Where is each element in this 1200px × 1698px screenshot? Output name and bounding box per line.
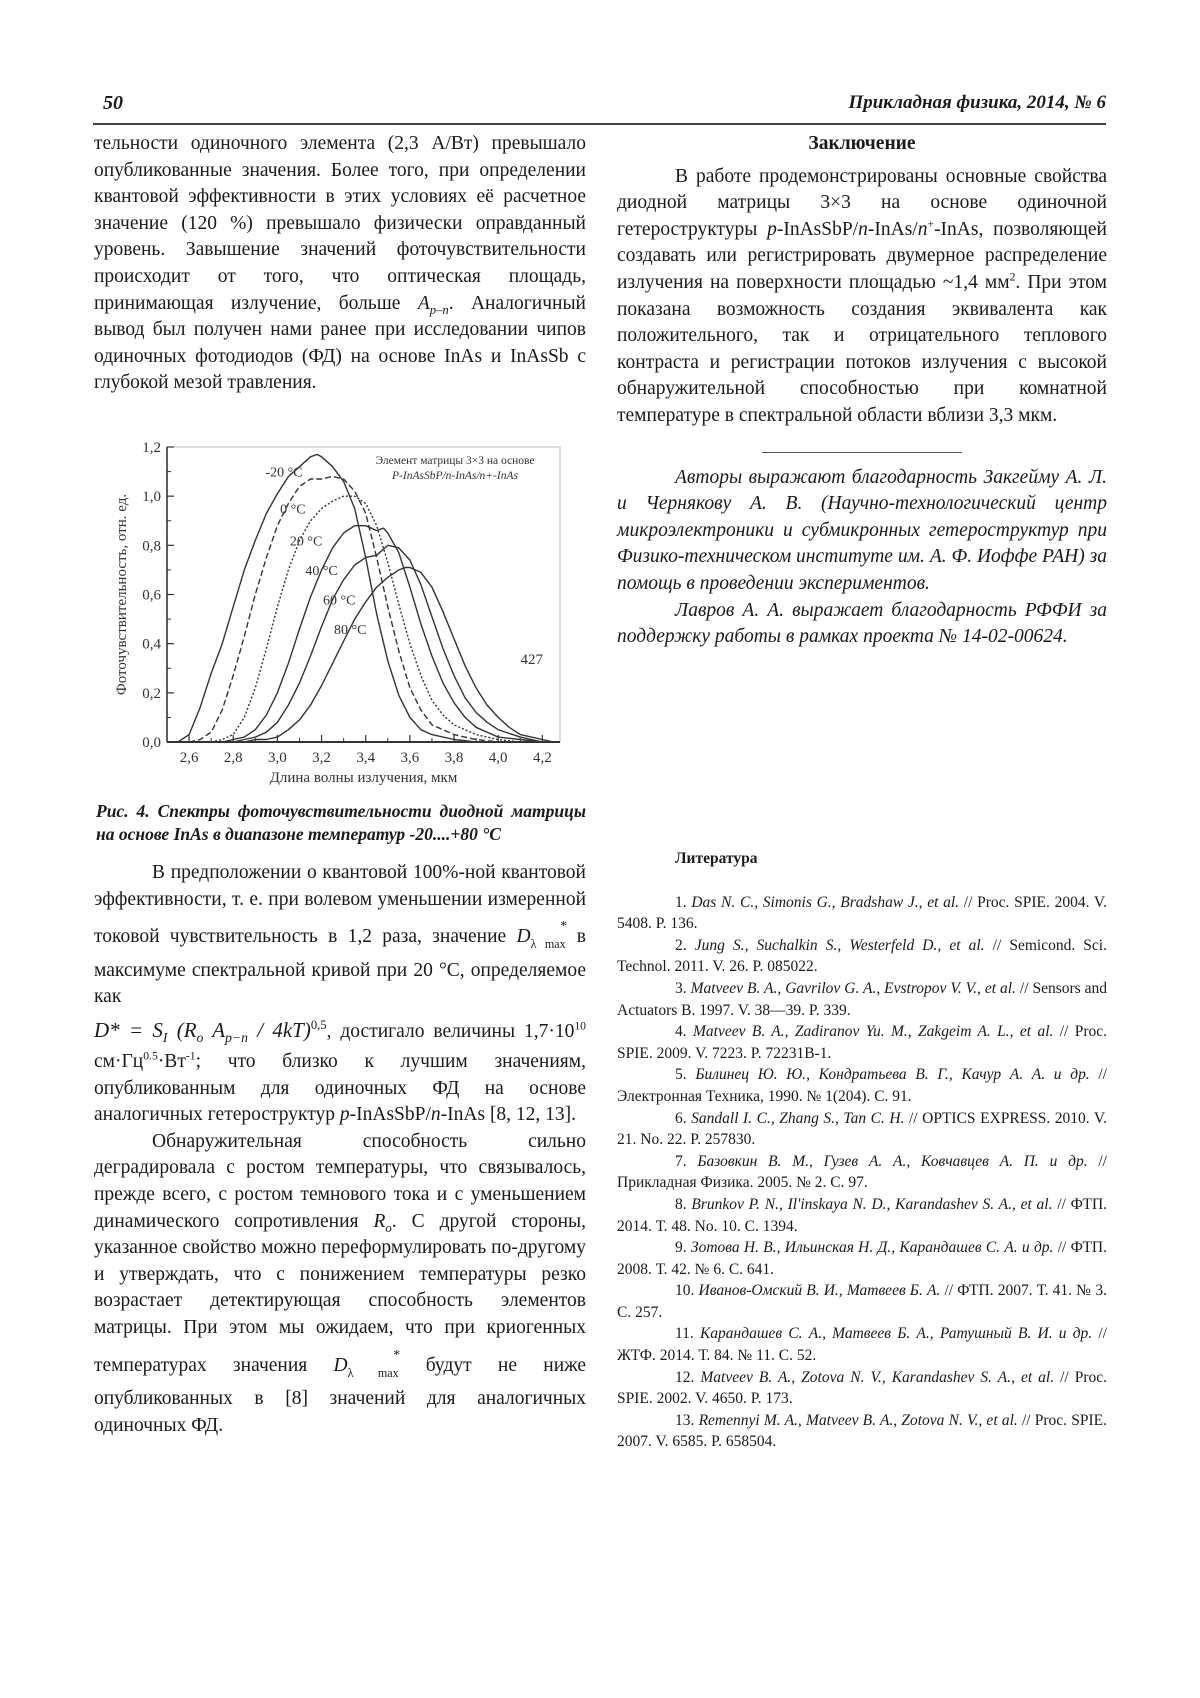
c-text-c: . При этом показана возможность создания эквивалента как положительного, так и отрицательного теплового контраста и регистрации потоков излучения с высокой обнаружительной способностью при комнатной температуре в спектральной области вблизи 3,3 мкм. (617, 271, 1107, 426)
reference-authors: Matveev B. A., Zotova N. V., Karandashev S. A., et al. (700, 1368, 1055, 1386)
c-n2: n (917, 218, 928, 240)
series-label: 60 °C (322, 593, 356, 609)
reference-number: 11. (675, 1325, 694, 1343)
separator-rule (762, 452, 962, 453)
reference-item (617, 1194, 1107, 1237)
reference-source: // Proc. SPIE. 2002. V. 4650. P. 173. (617, 1368, 1107, 1408)
right-column (617, 131, 1107, 651)
d-star-lambda-max-2 (333, 1346, 400, 1380)
p2-text-d: см·Гц (94, 1050, 144, 1072)
reference-source: // Электронная Техника, 1990. № 1(204). С. 91. (617, 1066, 1107, 1105)
x-tick-label: 3,2 (312, 750, 331, 766)
p-type: p (339, 1104, 350, 1126)
y-tick-label: 1,2 (142, 440, 161, 456)
reference-item (617, 1021, 1107, 1064)
reference-number: 4. (675, 1023, 687, 1041)
y-tick-label: 0,6 (142, 587, 161, 604)
reference-number: 13. (675, 1411, 695, 1429)
page-number: 50 (103, 92, 123, 114)
reference-source: // ЖТФ. 2014. Т. 84. № 11. С. 52. (617, 1325, 1107, 1365)
formula-exponent: 0,5 (310, 1017, 327, 1032)
acknowledgment-1: Авторы выражают благодарность Закгейму А. Л. и Чернякову А. В. (Научно-технологический центр микроэлектроники и субмикронных гетероструктур при Физико-техническом институте им. А. Ф. Иоффе РАН) за помощь в проведении экспериментов. (617, 466, 1107, 594)
reference-authors: Matveev B. A., Zadiranov Yu. M., Zakgeim A. L., et al. (693, 1023, 1054, 1041)
reference-authors: Remennyi M. A., Matveev B. A., Zotova N. V., et al. (698, 1411, 1018, 1429)
reference-number: 6. (675, 1109, 687, 1127)
p3-text-b: . С другой стороны, указанное свойство можно переформулировать по-другому и утверждать, что с понижением температуры резко возрастает детектирующая способность элементов матрицы. При этом мы ожидаем, что при криогенных температурах значения (94, 1210, 587, 1376)
formula-r: (R (167, 1017, 197, 1042)
paragraph-1 (94, 131, 586, 397)
reference-list (617, 892, 1107, 1453)
formula-sub-i: I (162, 1030, 168, 1046)
y-tick-label: 1,0 (142, 489, 161, 506)
series-line-0 (178, 454, 542, 742)
c-plus: + (927, 217, 935, 231)
p2-text-c: , достигало величины 1,7·10 (326, 1020, 575, 1042)
y-tick-label: 0,0 (142, 735, 161, 751)
axes (167, 447, 560, 742)
d-symbol: D (516, 926, 531, 948)
area-subscript: p–n (429, 302, 449, 317)
chart-annotation-line2: P-InAsSbP/n-InAs/n+-InAs (392, 470, 518, 482)
series-label: 20 °C (289, 534, 323, 550)
series-line-1 (189, 477, 542, 743)
y-axis-label: Фоточувствительность, отн. ед. (114, 493, 130, 696)
d-subscript: λ max (530, 937, 566, 952)
exp-05: 0.5 (143, 1049, 158, 1063)
formula-a: A (203, 1017, 226, 1042)
x-tick-label: 3,6 (400, 750, 420, 766)
d-symbol: D (333, 1354, 348, 1376)
r-symbol: R (373, 1210, 386, 1232)
header-rule (93, 123, 1106, 125)
left-column-bottom (94, 860, 586, 1439)
d-star: * (559, 918, 567, 934)
reference-number: 7. (675, 1152, 687, 1170)
figure-id-label: 427 (520, 652, 543, 668)
reference-source: // ФТП. 2008. Т. 42. № 6. С. 641. (617, 1239, 1107, 1278)
series-line-2 (211, 496, 542, 742)
p2-g-end: -InAs [8, 12, 13]. (440, 1104, 577, 1126)
series-label: -20 °C (265, 465, 303, 481)
reference-authors: Карандашев С. А., Матвеев Б. А., Ратушный В. И. и др. (700, 1325, 1093, 1343)
reference-authors: Das N. C., Simonis G., Bradshaw J., et al. (691, 893, 960, 911)
reference-authors: Matveev B. A., Gavrilov G. A., Evstropov V. V., et al. (690, 979, 1016, 997)
conclusion-paragraph (617, 164, 1107, 430)
references-section (617, 848, 1107, 1453)
reference-number: 8. (675, 1195, 687, 1213)
x-tick-label: 2,8 (223, 750, 243, 766)
reference-number: 12. (675, 1368, 695, 1386)
x-tick-label: 3,0 (268, 750, 287, 766)
paragraph-3 (94, 1129, 586, 1440)
series-line-3 (222, 526, 542, 742)
exp-m1: -1 (185, 1049, 196, 1063)
paragraph-1-text-b: . Аналогичный вывод был получен нами ранее при исследовании чипов одиночных фотодиодов (ФД) на основе InAs и InAsSb с глубокой мезой травления. (94, 292, 586, 394)
formula-end: / 4kT) (247, 1017, 311, 1042)
reference-item (617, 1151, 1107, 1194)
left-column-top (94, 131, 586, 397)
reference-number: 5. (675, 1066, 687, 1084)
reference-item (617, 978, 1107, 1021)
reference-number: 10. (675, 1282, 695, 1300)
series-label: 40 °C (305, 563, 338, 579)
reference-source: // ФТП. 2014. Т. 48. No. 10. С. 1394. (617, 1195, 1108, 1235)
y-tick-label: 0,8 (142, 538, 161, 555)
exp-10: 10 (574, 1019, 587, 1033)
reference-authors: Билинец Ю. Ю., Кондратьева В. Г., Качур А. А. и др. (695, 1066, 1090, 1084)
y-tick-label: 0,2 (142, 685, 161, 702)
reference-source: // OPTICS EXPRESS. 2010. V. 21. No. 22. P. 257830. (617, 1109, 1108, 1149)
reference-item (617, 935, 1107, 978)
reference-source: // Semicond. Sci. Technol. 2011. V. 26. P. 085022. (617, 936, 1107, 976)
reference-source: // Proc. SPIE. 2004. V. 5408. P. 136. (617, 893, 1108, 933)
plot-frame (167, 447, 560, 742)
formula-lhs: D* = S (94, 1017, 163, 1042)
reference-authors: Базовкин В. М., Гузев А. А., Ковчавцев А. П. и др. (697, 1152, 1088, 1170)
d-star: * (392, 1346, 400, 1362)
paragraph-2 (94, 860, 586, 1129)
d-star-lambda-max (516, 918, 567, 952)
series-lines (178, 454, 553, 742)
series-line-4 (233, 545, 542, 742)
p2-text-a: В предположении о квантовой 100%-ной квантовой эффективности, т. е. при волевом уменьшении измеренной токовой чувствительность в 1,2 раза, значение (94, 862, 586, 948)
p3-text-c: будут не ниже опубликованных в [8] значений для аналогичных одиночных ФД. (94, 1354, 586, 1436)
c-p: p (767, 218, 777, 240)
d-subscript: λ max (347, 1365, 399, 1380)
formula-sub-pn: p−n (225, 1030, 248, 1046)
x-tick-label: 3,8 (444, 750, 464, 766)
area-symbol: A (417, 292, 430, 314)
reference-number: 3. (675, 979, 687, 997)
reference-authors: Зотова Н. В., Ильинская Н. Д., Карандашев С. А. и др. (690, 1239, 1054, 1257)
series-label: 80 °C (334, 622, 367, 638)
figure-caption: Рис. 4. Спектры фоточувствительности диодной матрицы на основе InAs в диапазоне температур -20....+80 °С (96, 801, 586, 844)
reference-authors: Brunkov P. N., Il'inskaya N. D., Karandashev S. A., et al. (691, 1195, 1053, 1213)
y-tick-label: 0,4 (142, 636, 161, 653)
formula-sub-o: o (196, 1030, 204, 1046)
p2-text-e: ·Вт (157, 1050, 186, 1072)
acknowledgment-2: Лавров А. А. выражает благодарность РФФИ за поддержку работы в рамках проекта № 14-02-00624. (617, 599, 1107, 648)
reference-authors: Sandall I. C., Zhang S., Tan C. H. (691, 1109, 905, 1127)
r-subscript: o (385, 1220, 392, 1235)
c-mid1: -InAsSbP/ (776, 218, 859, 240)
x-tick-label: 4,2 (532, 750, 552, 766)
c-squared: 2 (1009, 270, 1016, 284)
c-n: n (858, 218, 868, 240)
p2-g-mid: -InAsSbP/ (349, 1104, 431, 1126)
journal-title: Прикладная физика, 2014, № 6 (848, 92, 1106, 113)
series-label: 0 °C (280, 502, 306, 518)
reference-source: // ФТП. 2007. Т. 41. № 3. С. 257. (617, 1282, 1107, 1321)
p2-text-b: в максимуме спектральной кривой при 20 °С, определяемое как (94, 926, 586, 1008)
p2-text-f: ; что близко к лучшим значениям, опубликованным для одиночных ФД на основе аналогичных гетероструктур (94, 1050, 586, 1126)
reference-authors: Jung S., Suchalkin S., Westerfeld D., et al. (694, 936, 985, 954)
reference-item (617, 1064, 1107, 1107)
reference-item (617, 1108, 1107, 1151)
conclusion-heading: Заключение (808, 133, 916, 154)
reference-item (617, 1323, 1107, 1366)
chart-labels (114, 440, 552, 786)
x-tick-label: 4,0 (488, 750, 508, 766)
reference-item (617, 1410, 1107, 1453)
reference-number: 1. (675, 893, 687, 911)
reference-source: // Proc. SPIE. 2009. V. 7223. P. 72231B-1. (617, 1023, 1108, 1062)
reference-source: // Прикладная Физика. 2005. № 2. С. 97. (617, 1152, 1107, 1192)
reference-item (617, 1237, 1107, 1280)
spectral-sensitivity-chart (100, 430, 570, 800)
reference-authors: Иванов-Омский В. И., Матвеев Б. А. (698, 1282, 941, 1300)
reference-source: // Proc. SPIE. 2007. V. 6585. P. 658504. (617, 1411, 1107, 1451)
paragraph-1-text-a: тельности одиночного элемента (2,3 А/Вт) превышало опубликованные значения. Более того, при определении квантовой эффективности в этих условиях её расчетное значение (120 %) превышало физически оправданный уровень. Завышение значений фоточувствительности происходит от того, что оптическая площадь, принимающая излучение, больше (94, 133, 586, 314)
x-tick-label: 2,6 (179, 750, 199, 766)
chart-annotation-line1: Элемент матрицы 3×3 на основе (375, 455, 535, 467)
reference-number: 2. (675, 936, 687, 954)
c-text-b: -InAs, позволяющей создавать или регистрировать двумерное распределение излучения на поверхности площадью ~1,4 мм (617, 218, 1107, 293)
x-tick-label: 3,4 (356, 750, 376, 766)
reference-number: 9. (675, 1239, 687, 1257)
references-heading: Литература (675, 850, 758, 867)
c-mid2: -InAs/ (867, 218, 918, 240)
x-axis-label: Длина волны излучения, мкм (269, 770, 458, 786)
p3-text-a: Обнаружительная способность сильно деградировала с ростом температуры, что связывалось, прежде всего, с ростом темнового тока и с уменьшением динамического сопротивления (94, 1130, 586, 1232)
detectivity-formula (94, 1017, 327, 1046)
c-text-a: В работе продемонстрированы основные свойства диодной матрицы 3×3 на основе одиночной гетероструктуры (617, 165, 1107, 240)
reference-item (617, 1280, 1107, 1323)
reference-item (617, 892, 1107, 935)
n-type: n (430, 1104, 441, 1126)
reference-source: // Sensors and Actuators B. 1997. V. 38—39. P. 339. (617, 979, 1108, 1019)
reference-item (617, 1367, 1107, 1410)
